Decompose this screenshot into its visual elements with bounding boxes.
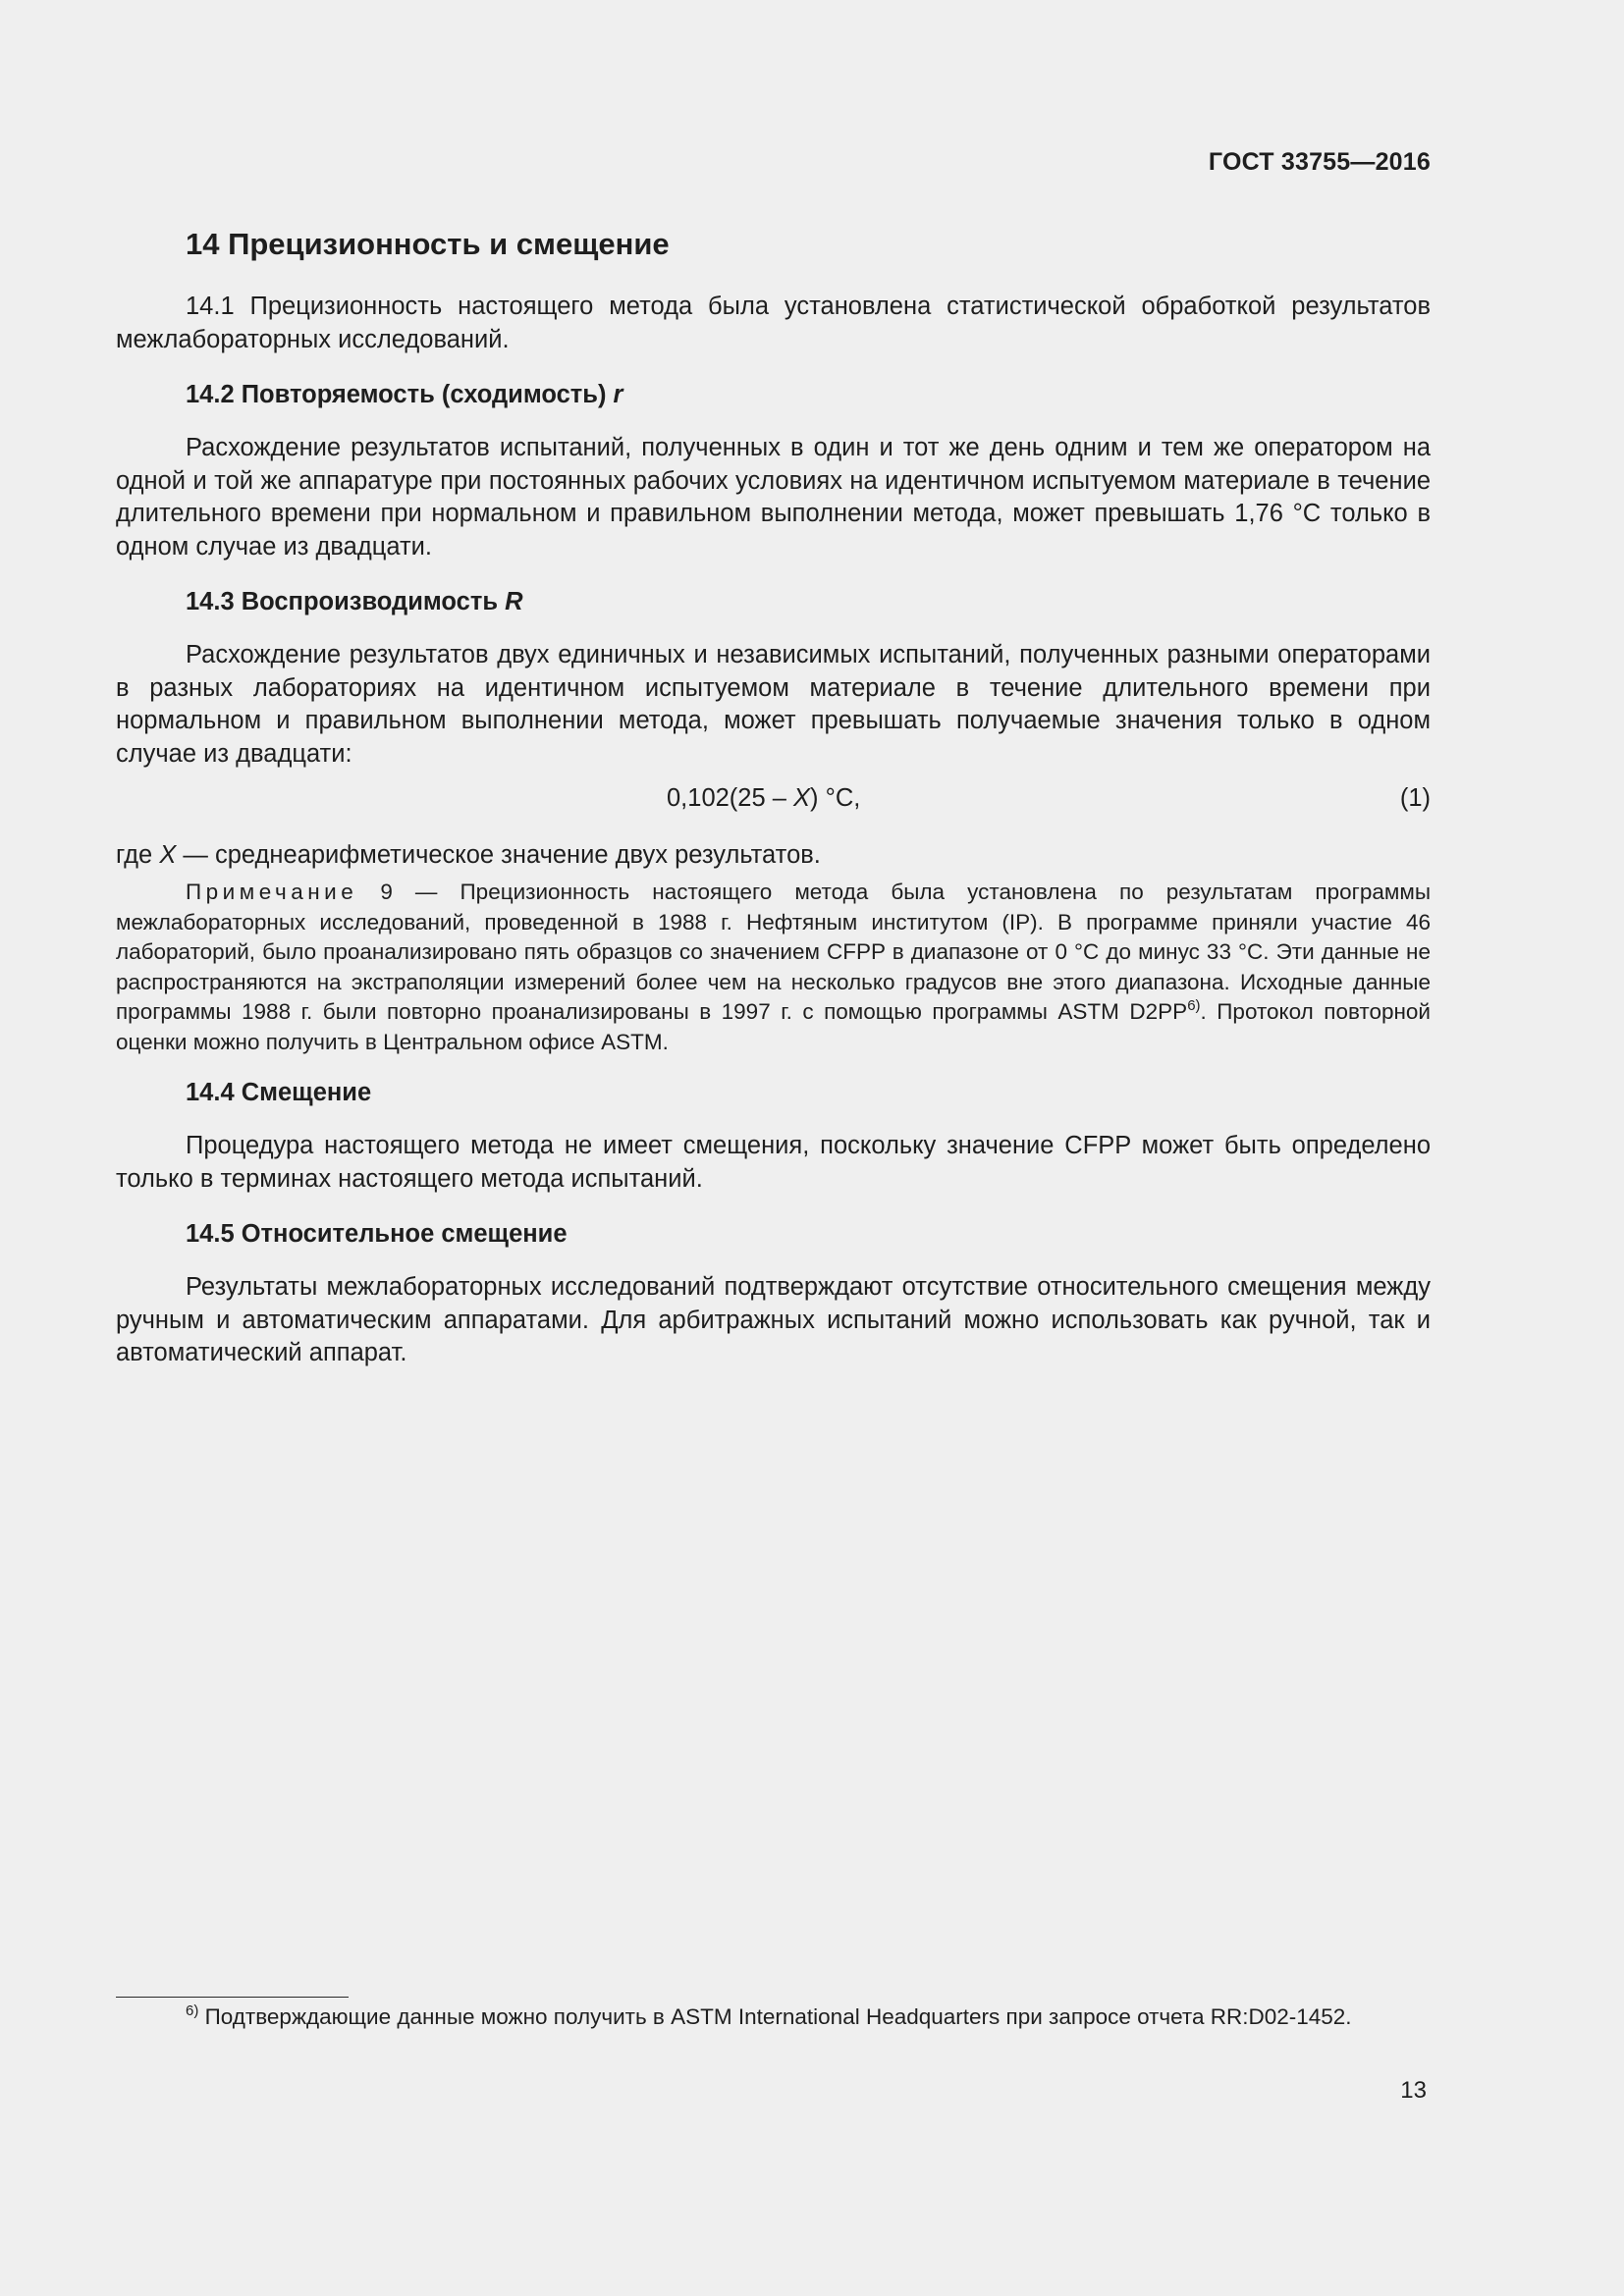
formula-post: ) °С, bbox=[810, 784, 861, 812]
heading-14-3-var: R bbox=[505, 588, 523, 615]
heading-14-2-var: r bbox=[613, 381, 623, 408]
content bbox=[116, 223, 1431, 1370]
paragraph-14-5: Результаты межлабораторных исследований подтверждают отсутствие относительного смещения между ручным и автоматическим аппаратами. Для арбитражных испытаний можно использовать как ручной, так и автоматический аппарат. bbox=[116, 1273, 1431, 1366]
paragraph-14-4: Процедура настоящего метода не имеет смещения, поскольку значение CFPP может быть определено только в терминах настоящего метода испытаний. bbox=[116, 1132, 1431, 1193]
formula bbox=[667, 781, 860, 815]
footnote-mark: 6) bbox=[186, 2002, 199, 2019]
section-title: 14 Прецизионность и смещение bbox=[186, 227, 670, 261]
footnote-text: Подтверждающие данные можно получить в ASTM International Headquarters при запросе отчета RR:D02-1452. bbox=[198, 2004, 1352, 2029]
paragraph-14-1: 14.1 Прецизионность настоящего метода была установлена статистической обработкой результатов межлабораторных исследований. bbox=[116, 293, 1431, 353]
paragraph-14-2: Расхождение результатов испытаний, полученных в один и тот же день одним и тем же оператором на одной и той же аппаратуре при постоянных рабочих условиях на идентичном испытуемом материале в течение длительного времени при нормальном и правильном выполнении метода, может превышать 1,76 °С только в одном случае из двадцати. bbox=[116, 434, 1431, 561]
heading-14-2 bbox=[186, 379, 1431, 411]
note-text-2: . Протокол повторной оценки можно получить в Центральном офисе ASTM. bbox=[116, 999, 1432, 1054]
formula-var: X bbox=[793, 784, 811, 812]
footnote-divider bbox=[116, 1997, 349, 1998]
note-9 bbox=[116, 878, 1431, 1057]
where-var: X bbox=[159, 841, 177, 869]
footnote bbox=[116, 2002, 1431, 2033]
formula-row bbox=[116, 781, 1431, 815]
page-number: 13 bbox=[1400, 2077, 1427, 2104]
footnote-ref: 6) bbox=[1187, 997, 1201, 1014]
where-line bbox=[116, 838, 1431, 872]
where-pre: где bbox=[116, 841, 160, 869]
where-post: — среднеарифметическое значение двух результатов. bbox=[176, 841, 821, 869]
formula-pre: 0,102(25 – bbox=[667, 784, 794, 812]
standard-code: ГОСТ 33755—2016 bbox=[1208, 148, 1431, 176]
note-text-1: 9 — Прецизионность настоящего метода была установлена по результатам программы межлабораторных исследований, проведенной в 1988 г. Нефтяным институтом (IP). В программе приняли участие 46 лабораторий, было проанализировано пять образцов со значением CFPP в диапазоне от 0 °С до минус 33 °С. Эти данные не распространяются на экстраполяции измерений более чем на несколько градусов вне этого диапазона. Исходные данные программы 1988 г. были повторно проанализированы в 1997 г. с помощью программы ASTM D2PP bbox=[116, 880, 1431, 1024]
paragraph-14-3: Расхождение результатов двух единичных и независимых испытаний, полученных разными операторами в разных лабораториях на идентичном испытуемом материале в течение длительного времени при нормальном и правильном выполнении метода, может превышать получаемые значения только в одном случае из двадцати: bbox=[116, 641, 1431, 768]
heading-14-3-label: 14.3 Воспроизводимость bbox=[186, 588, 506, 615]
heading-14-5: 14.5 Относительное смещение bbox=[186, 1220, 568, 1248]
formula-number: (1) bbox=[1399, 784, 1431, 812]
note-label: Примечание bbox=[186, 880, 358, 904]
heading-14-4: 14.4 Смещение bbox=[186, 1079, 372, 1106]
heading-14-2-label: 14.2 Повторяемость (сходимость) bbox=[186, 381, 614, 408]
heading-14-3 bbox=[186, 586, 1431, 618]
